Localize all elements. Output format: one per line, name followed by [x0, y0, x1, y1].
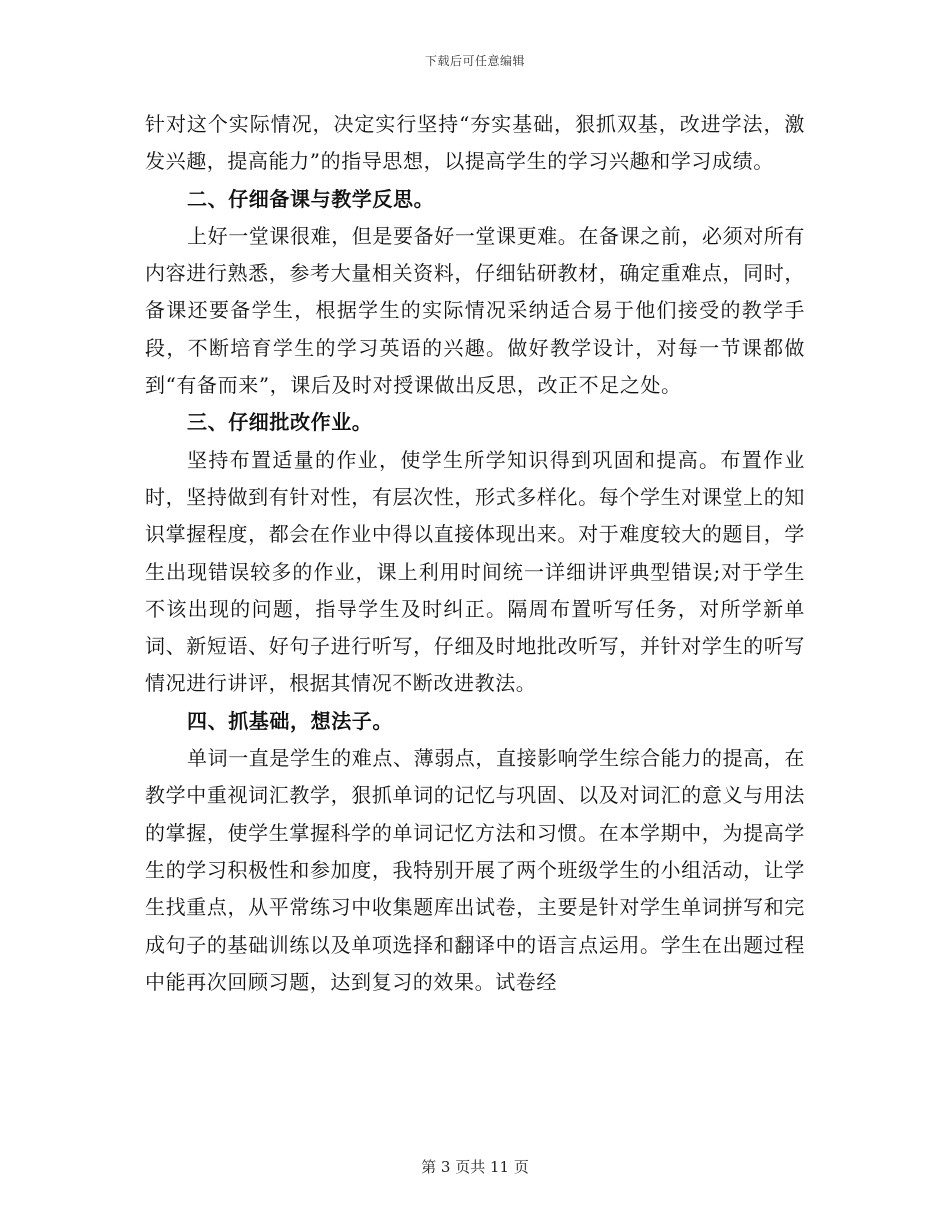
page-number: 第 3 页共 11 页 [421, 1158, 529, 1176]
header-note: 下载后可任意编辑 [424, 54, 525, 68]
section-heading-3: 三、仔细批改作业。 [187, 410, 373, 435]
paragraph-homework: 坚持布置适量的作业，使学生所学知识得到巩固和提高。布置作业时，坚持做到有针对性，有层次性，形式多样化。每个学生对课堂上的知识掌握程度，都会在作业中得以直接体现出来。对于难度较大的题目，学生出现错误较多的作业，课上利用时间统一详细讲评典型错误;对于学生不该出现的问题，指导学生及时纠正。隔周布置听写任务，对所学新单词、新短语、好句子进行听写，仔细及时地批改听写，并针对学生的听写情况进行讲评，根据其情况不断改进教法。 [145, 447, 805, 696]
paragraph-lesson-prep: 上好一堂课很难，但是要备好一堂课更难。在备课之前，必须对所有内容进行熟悉，参考大量相关资料，仔细钻研教材，确定重难点，同时，备课还要备学生，根据学生的实际情况采纳适合易于他们接受的教学手段，不断培育学生的学习英语的兴趣。做好教学设计，对每一节课都做到“有备而来”，课后及时对授课做出反思，改正不足之处。 [145, 223, 805, 398]
document-body [145, 106, 805, 1001]
section-heading-4: 四、抓基础，想法子。 [187, 708, 393, 733]
section-heading-2: 二、仔细备课与教学反思。 [187, 186, 435, 211]
paragraph-basics: 单词一直是学生的难点、薄弱点，直接影响学生综合能力的提高，在教学中重视词汇教学，狠抓单词的记忆与巩固、以及对词汇的意义与用法的掌握，使学生掌握科学的单词记忆方法和习惯。在本学期中，为提高学生的学习积极性和参加度，我特别开展了两个班级学生的小组活动，让学生找重点，从平常练习中收集题库出试卷，主要是针对学生单词拼写和完成句子的基础训练以及单项选择和翻译中的语言点运用。学生在出题过程中能再次回顾习题，达到复习的效果。试卷经 [145, 746, 805, 994]
paragraph-continuation: 针对这个实际情况，决定实行坚持“夯实基础，狠抓双基，改进学法，激发兴趣，提高能力”的指导思想，以提高学生的学习兴趣和学习成绩。 [145, 112, 805, 174]
